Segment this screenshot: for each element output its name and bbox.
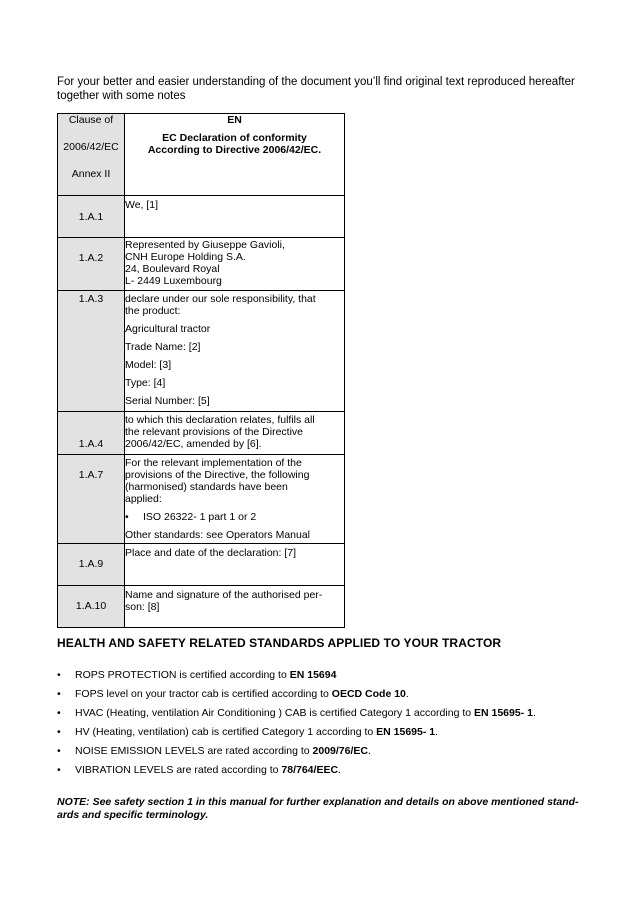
clause-number: 1.A.1 [78, 211, 104, 223]
content-line: Agricultural tractor [125, 323, 211, 335]
bullet-text: ISO 26322- 1 part 1 or 2 [143, 511, 257, 523]
standard-ref: 2009/76/EC [312, 745, 368, 757]
content-line: Name and signature of the authorised per- [125, 589, 323, 601]
bullet-item [125, 511, 344, 523]
content-line: Other standards: see Operators Manual [125, 529, 311, 541]
content-cell [125, 196, 345, 238]
standard-text [75, 688, 409, 707]
header-clause-line: 2006/42/EC [63, 141, 119, 153]
content-line: the product: [125, 305, 181, 317]
content-line: CNH Europe Holding S.A. [125, 251, 246, 263]
content-line: (harmonised) standards have been [125, 481, 288, 493]
content-line: provisions of the Directive, the following [125, 469, 310, 481]
standard-ref: EN 15695- 1 [376, 726, 436, 738]
standard-text [75, 669, 336, 688]
table-row [58, 544, 345, 586]
content-cell [125, 544, 345, 586]
header-clause-line: Annex II [71, 168, 111, 180]
table-row [58, 238, 345, 291]
standard-ref: OECD Code 10 [331, 688, 406, 700]
header-clause-cell [58, 114, 125, 196]
header-title-line: EC Declaration of conformity [162, 132, 307, 144]
standard-tail: . [532, 707, 536, 719]
content-line: the relevant provisions of the Directive [125, 426, 304, 438]
clause-number: 1.A.9 [78, 558, 104, 570]
standard-desc: FOPS level on your tractor cab is certified according to [75, 688, 332, 700]
table-row [58, 455, 345, 544]
clause-number: 1.A.7 [78, 469, 104, 481]
standard-desc: NOISE EMISSION LEVELS are rated according to [75, 745, 313, 757]
clause-number: 1.A.3 [78, 293, 104, 305]
safety-note [57, 796, 597, 822]
standard-desc: ROPS PROTECTION is certified according to [75, 669, 290, 681]
standard-desc: HVAC (Heating, ventilation Air Conditioning ) CAB is certified Category 1 according to [75, 707, 474, 719]
bullet-icon: • [57, 745, 61, 757]
clause-cell [58, 196, 125, 238]
clause-cell [58, 291, 125, 412]
table-row [58, 412, 345, 455]
bullet-icon: • [57, 688, 61, 700]
content-line: to which this declaration relates, fulfils all [125, 414, 315, 426]
clause-cell [58, 238, 125, 291]
standard-ref: EN 15695- 1 [474, 707, 533, 719]
list-item [57, 669, 617, 688]
content-line: Model: [3] [125, 359, 172, 371]
standard-ref: EN 15694 [289, 669, 337, 681]
clause-cell [58, 412, 125, 455]
clause-number: 1.A.10 [75, 600, 107, 612]
content-line: declare under our sole responsibility, that [125, 293, 316, 305]
table-header-row [58, 114, 345, 196]
bullet-icon: • [57, 707, 61, 719]
content-cell [125, 412, 345, 455]
standard-ref: 78/764/EEC [281, 764, 339, 776]
content-line: Serial Number: [5] [125, 395, 210, 407]
content-cell [125, 291, 345, 412]
content-line: Trade Name: [2] [125, 341, 201, 353]
content-line: Represented by Giuseppe Gavioli, [125, 239, 285, 251]
list-item [57, 764, 617, 783]
clause-cell [58, 586, 125, 628]
note-line: ards and specific terminology. [57, 809, 209, 821]
standard-desc: HV (Heating, ventilation) cab is certified Category 1 according to [75, 726, 377, 738]
clause-cell [58, 544, 125, 586]
standard-desc: VIBRATION LEVELS are rated according to [75, 764, 282, 776]
table-row [58, 196, 345, 238]
header-language: EN [227, 114, 242, 126]
standards-heading: HEALTH AND SAFETY RELATED STANDARDS APPLIED TO YOUR TRACTOR [57, 636, 502, 650]
standard-tail: . [435, 726, 439, 738]
content-line: Type: [4] [125, 377, 166, 389]
clause-number: 1.A.4 [78, 438, 104, 450]
intro-text: For your better and easier understanding of the document you’ll find original text reproduced hereafter together with some notes [57, 76, 575, 102]
list-item [57, 745, 617, 764]
bullet-icon: • [57, 669, 61, 681]
table-row [58, 586, 345, 628]
standard-text [75, 726, 438, 745]
list-item [57, 688, 617, 707]
standards-list [57, 669, 617, 783]
content-line: We, [1] [125, 199, 159, 211]
header-clause-line: Clause of [68, 114, 114, 126]
standard-tail: . [368, 745, 371, 757]
content-line: son: [8] [125, 601, 160, 613]
standard-text [75, 764, 341, 783]
clause-number: 1.A.2 [78, 252, 104, 264]
content-line: 2006/42/EC, amended by [6]. [125, 438, 262, 450]
standard-tail: . [338, 764, 341, 776]
bullet-icon: • [57, 764, 61, 776]
content-line: Place and date of the declaration: [7] [125, 547, 297, 559]
content-line: L- 2449 Luxembourg [125, 275, 222, 287]
standard-text [75, 745, 371, 764]
list-item [57, 726, 617, 745]
list-item [57, 707, 617, 726]
header-title-line: According to Directive 2006/42/EC. [147, 144, 322, 156]
standard-text [75, 707, 536, 726]
content-line: 24, Boulevard Royal [125, 263, 220, 275]
content-cell [125, 586, 345, 628]
clause-cell [58, 455, 125, 544]
bullet-icon: • [125, 511, 129, 523]
note-line: NOTE: See safety section 1 in this manual for further explanation and details on above mentioned stand- [57, 796, 579, 808]
bullet-icon: • [57, 726, 61, 738]
content-line: applied: [125, 493, 162, 505]
content-cell [125, 238, 345, 291]
header-title-cell [125, 114, 345, 196]
table-row [58, 291, 345, 412]
declaration-table [57, 113, 345, 628]
content-line: For the relevant implementation of the [125, 457, 302, 469]
standard-tail: . [405, 688, 409, 700]
content-cell [125, 455, 345, 544]
